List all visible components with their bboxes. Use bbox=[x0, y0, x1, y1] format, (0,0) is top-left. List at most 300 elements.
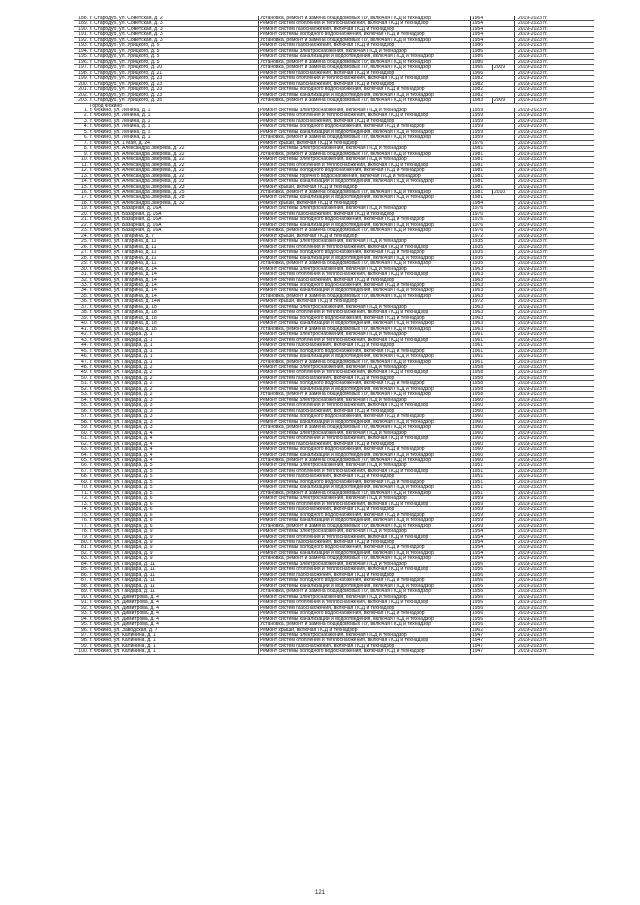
row-number: 26. bbox=[81, 244, 88, 250]
row-number: 59. bbox=[81, 425, 88, 430]
work-type-cell: Установка, ремонт и замена общедомовых ПУ, включая ПСД и технадзор bbox=[258, 589, 470, 593]
year-built-cell: 1951 bbox=[470, 480, 492, 484]
row-number: 33. bbox=[81, 282, 88, 288]
year-built-cell: 1976 bbox=[470, 212, 492, 216]
period-cell: 2019-2023 гг. bbox=[514, 327, 578, 331]
row-number: 2. bbox=[83, 113, 88, 118]
period-cell: 2019-2023 гг. bbox=[514, 278, 578, 282]
year-built-cell: 1959 bbox=[470, 124, 492, 128]
work-type-cell: Ремонт системы холодного водоснабжения, включая ПСД и технадзор bbox=[258, 217, 470, 221]
work-type-cell: Ремонт системы электроснабжения, включая ПСД и технадзор bbox=[258, 305, 470, 309]
period-cell: 2019-2023 гг. bbox=[514, 163, 578, 167]
period-cell: 2019-2023 гг. bbox=[514, 556, 578, 560]
year-built-cell: 1960 bbox=[470, 403, 492, 407]
address-cell: г. Фокино, ул. Гайдара, д. 9 bbox=[90, 545, 153, 550]
work-type-cell: Ремонт системы холодного водоснабжения, включая ПСД и технадзор bbox=[258, 32, 470, 36]
row-number: 10. bbox=[81, 157, 88, 162]
period-cell: 2019-2023 гг. bbox=[514, 234, 578, 238]
row-number: 36. bbox=[81, 299, 88, 304]
address-cell: г. Фокино, ул. Гайдара, д. 6 bbox=[90, 523, 153, 529]
work-type-cell: Ремонт системы электроснабжения, включая ПСД и технадзор bbox=[258, 463, 470, 467]
row-number: 1. bbox=[83, 107, 88, 113]
year-built-cell: 1958 bbox=[470, 376, 492, 380]
work-type-cell: Установка, ремонт и замена общедомовых ПУ, включая ПСД и технадзор bbox=[258, 261, 470, 265]
year-built-cell: 1947 bbox=[470, 638, 492, 642]
row-number: 66. bbox=[81, 463, 88, 468]
period-cell: 2019-2023 гг. bbox=[514, 633, 578, 637]
address-cell: г. Фокино, ул. Гайдара, д. 1 bbox=[90, 354, 153, 359]
work-type-cell: Ремонт систем отопления и теплоснабжения, включая ПСД и технадзор bbox=[258, 600, 470, 604]
row-number: 34. bbox=[81, 288, 88, 293]
row-number: 55. bbox=[81, 403, 88, 408]
year-built-cell: 1966 bbox=[470, 71, 492, 75]
address-cell: г. Фокино, ул. Гайдара, д. 1 bbox=[90, 359, 153, 365]
address-cell: г. Фокино, ул. Димитрова, д. 4 bbox=[90, 600, 159, 605]
work-type-cell: Ремонт системы канализации и водоотведения, включая ПСД и технадзор bbox=[258, 551, 470, 555]
address-cell: г. Фокино, ул. Гайдара, д. 3 bbox=[90, 414, 153, 419]
period-cell: 2019-2023 гг. bbox=[514, 381, 578, 385]
row-number: 197. bbox=[78, 65, 88, 70]
row-number: 203. bbox=[78, 98, 88, 103]
work-type-cell: Ремонт крыши, включая ПСД и технадзор bbox=[258, 141, 470, 145]
period-cell: 2019-2023 гг. bbox=[514, 65, 578, 69]
work-type-cell: Ремонт систем отопления и теплоснабжения, включая ПСД и технадзор bbox=[258, 310, 470, 314]
period-cell: 2019-2023 гг. bbox=[514, 480, 578, 484]
address-cell: г. Фокино, ул. Гайдара, д. 9 bbox=[90, 534, 153, 540]
work-type-cell: Ремонт системы электроснабжения, включая ПСД и технадзор bbox=[258, 496, 470, 500]
address-cell: г. Фокино, ул. Гагарина, д. 11 bbox=[90, 261, 157, 266]
address-cell: г. Фокино, ул. Александра Зверева, д. 32 bbox=[90, 200, 185, 206]
period-cell: 2019-2023 гг. bbox=[514, 206, 578, 210]
year-built-cell: 1982 bbox=[470, 76, 492, 80]
row-number: 4. bbox=[83, 124, 88, 129]
year-built-cell: 1960 bbox=[470, 398, 492, 402]
address-cell: г. Фокино, ул. Димитрова, д. 4 bbox=[90, 616, 159, 622]
work-type-cell: Установка, ремонт и замена общедомовых ПУ, включая ПСД и технадзор bbox=[258, 360, 470, 364]
year-built-cell: 1935 bbox=[470, 245, 492, 249]
row-number: 85. bbox=[81, 567, 88, 572]
period-cell: 2019-2023 гг. bbox=[514, 360, 578, 364]
address-cell: г. Фокино, ул. Калинина, д. 1 bbox=[90, 632, 156, 638]
period-cell: 2019-2023 гг. bbox=[514, 185, 578, 189]
address-cell: г. Фокино, ул. Гагарина, д. 18 bbox=[90, 321, 157, 326]
work-type-cell: Ремонт системы электроснабжения, включая ПСД и технадзор bbox=[258, 365, 470, 369]
year-built-cell: 1981 bbox=[470, 179, 492, 183]
row-number: 5. bbox=[83, 129, 88, 135]
year-built-cell: 1956 bbox=[470, 573, 492, 577]
period-cell: 2019-2023 гг. bbox=[514, 294, 578, 298]
year-built-cell: 1976 bbox=[470, 228, 492, 232]
address-cell: г. Стародуб, ул. Советская, д. 3 bbox=[90, 21, 163, 26]
period-cell: 2019-2023 гг. bbox=[514, 32, 578, 36]
period-cell: 2019-2023 гг. bbox=[514, 414, 578, 418]
work-type-cell: Ремонт системы холодного водоснабжения, включая ПСД и технадзор bbox=[258, 513, 470, 517]
address-cell: г. Стародуб, ул. Советская, д. 3 bbox=[90, 26, 163, 32]
address-cell: г. Фокино, ул. Димитрова, д. 4 bbox=[90, 622, 159, 627]
period-cell: 2019-2023 гг. bbox=[514, 76, 578, 80]
period-cell: 2019-2023 гг. bbox=[514, 628, 578, 632]
address-cell: г. Фокино, ул. Гагарина, д. 11 bbox=[90, 255, 157, 261]
address-cell: г. Фокино, ул. Базарная, д. 16А bbox=[90, 222, 162, 228]
row-number: 76. bbox=[81, 518, 88, 523]
address-cell: г. Фокино, ул. Александра Зверева, д. 22 bbox=[90, 151, 185, 157]
address-cell: г. Фокино, ул. Гайдара, д. 5 bbox=[90, 479, 153, 485]
period-cell: 2019-2023 гг. bbox=[514, 370, 578, 374]
address-cell: г. Стародуб, ул. Советская, д. 3 bbox=[90, 32, 163, 37]
period-cell: 2019-2023 гг. bbox=[514, 267, 578, 271]
row-number: 39. bbox=[81, 315, 88, 321]
year-built-cell: 1963 bbox=[470, 267, 492, 271]
work-type-cell: Установка, ремонт и замена общедомовых ПУ, включая ПСД и технадзор bbox=[258, 98, 470, 102]
year-built-cell: 1961 bbox=[470, 360, 492, 364]
address-cell: г. Фокино, ул. Гагарина, д. 14 bbox=[90, 277, 157, 282]
year-built-cell: 1976 bbox=[470, 141, 492, 145]
year-built-cell: 1961 bbox=[470, 354, 492, 358]
address-cell: г. Стародуб, ул. Урицкого, д. 35 bbox=[90, 98, 163, 103]
work-type-cell: Ремонт системы холодного водоснабжения, включая ПСД и технадзор bbox=[258, 611, 470, 615]
period-cell: 2019-2023 гг. bbox=[514, 82, 578, 86]
period-cell: 2019-2023 гг. bbox=[514, 93, 578, 97]
work-type-cell: Ремонт крыши, включая ПСД и технадзор bbox=[258, 201, 470, 205]
year-built-cell: 1959 bbox=[470, 518, 492, 522]
row-number: 60. bbox=[81, 430, 88, 436]
work-type-cell: Ремонт системы канализации и водоотведения, включая ПСД и технадзор bbox=[258, 518, 470, 522]
work-type-cell: Ремонт систем газоснабжения, включая ПСД и технадзор bbox=[258, 27, 470, 31]
work-type-cell: Ремонт системы канализации и водоотведения, включая ПСД и технадзор bbox=[258, 420, 470, 424]
year-built-cell: 1951 bbox=[470, 491, 492, 495]
period-cell: 2019-2023 гг. bbox=[514, 338, 578, 342]
period-cell: 2019-2023 гг. bbox=[514, 535, 578, 539]
year-built-cell: 1954 bbox=[470, 545, 492, 549]
period-cell: 2019-2023 гг. bbox=[514, 256, 578, 260]
address-cell: г. Фокино, ул. Гагарина, д. 14 bbox=[90, 272, 157, 277]
work-type-cell: Ремонт системы канализации и водоотведения, включая ПСД и технадзор bbox=[258, 93, 470, 97]
row-number: 79. bbox=[81, 534, 88, 540]
address-cell: г. Стародуб, ул. Урицкого, д. 5 bbox=[90, 54, 160, 59]
year-built-cell: 1958 bbox=[470, 370, 492, 374]
work-type-cell: Ремонт системы холодного водоснабжения, включая ПСД и технадзор bbox=[258, 349, 470, 353]
year-built-cell: 1963 bbox=[470, 288, 492, 292]
period-cell: 2019-2023 гг. bbox=[514, 321, 578, 325]
row-number: 6. bbox=[83, 135, 88, 140]
address-cell: г. Фокино, ул. Гайдара, д. 2 bbox=[90, 386, 153, 392]
period-cell: 2019-2023 гг. bbox=[514, 152, 578, 156]
work-type-cell: Ремонт системы холодного водоснабжения, включая ПСД и технадзор bbox=[258, 447, 470, 451]
work-type-cell: Установка, ремонт и замена общедомовых ПУ, включая ПСД и технадзор bbox=[258, 228, 470, 232]
period-cell: 2019-2023 гг. bbox=[514, 49, 578, 53]
address-cell: г. Фокино, ул. Александра Зверева, д. 22 bbox=[90, 162, 185, 168]
period-cell: 2019-2023 гг. bbox=[514, 261, 578, 265]
period-cell: 2019-2023 гг. bbox=[514, 195, 578, 199]
period-cell: 2019-2023 гг. bbox=[514, 496, 578, 500]
period-cell: 2019-2023 гг. bbox=[514, 71, 578, 75]
work-type-cell: Ремонт системы канализации и водоотведения, включая ПСД и технадзор bbox=[258, 453, 470, 457]
work-type-cell: Ремонт систем отопления и теплоснабжения, включая ПСД и технадзор bbox=[258, 338, 470, 342]
year-built-cell: 1986 bbox=[470, 43, 492, 47]
period-cell: 2019-2023 гг. bbox=[514, 349, 578, 353]
period-cell: 2019-2023 гг. bbox=[514, 584, 578, 588]
work-type-cell: Ремонт системы горячего водоснабжения, включая ПСД и технадзор bbox=[258, 174, 470, 178]
period-cell: 2019-2023 гг. bbox=[514, 141, 578, 145]
period-cell: 2019-2023 гг. bbox=[514, 463, 578, 467]
year-built-cell: 1961 bbox=[470, 332, 492, 336]
address-cell: г. Фокино, ул. Гагарина, д. 14 bbox=[90, 293, 157, 299]
work-type-cell: Ремонт системы электроснабжения, включая ПСД и технадзор bbox=[258, 595, 470, 599]
period-cell: 2019-2023 гг. bbox=[514, 27, 578, 31]
row-number: 27. bbox=[81, 250, 88, 255]
year-built-cell: 1951 bbox=[470, 474, 492, 478]
address-cell: г. Фокино, ул. Гагарина, д. 18 bbox=[90, 310, 157, 315]
address-cell: г. Фокино, ул. Димитрова, д. 4 bbox=[90, 611, 159, 616]
period-cell: 2019-2023 гг. bbox=[514, 453, 578, 457]
year-built-cell: 1956 bbox=[470, 584, 492, 588]
period-cell: 2019-2023 гг. bbox=[514, 376, 578, 380]
period-cell: 2019-2023 гг. bbox=[514, 157, 578, 161]
row-number: 193. bbox=[78, 43, 88, 48]
address-cell: г. Стародуб, ул. Советская, д. 3 bbox=[90, 37, 163, 43]
period-cell: 2019-2023 гг. bbox=[514, 146, 578, 150]
address-cell: г. Фокино, ул. Гайдара, д. 2 bbox=[90, 381, 153, 386]
row-number: 69. bbox=[81, 479, 88, 485]
address-cell: г. Фокино, ул. Калинина, д. 1 bbox=[90, 643, 156, 649]
work-type-cell: Ремонт системы канализации и водоотведения, включая ПСД и технадзор bbox=[258, 321, 470, 325]
row-number: 71. bbox=[81, 490, 88, 496]
year-built-cell: 1961 bbox=[470, 343, 492, 347]
address-cell: г. Фокино, ул. Гайдара, д. 3 bbox=[90, 419, 153, 425]
row-number: 24. bbox=[81, 233, 88, 239]
year-built-cell: 1956 bbox=[470, 611, 492, 615]
address-cell: г. Фокино, ул. 1 Мая, д. 24 bbox=[90, 140, 150, 146]
work-type-cell: Ремонт систем газоснабжения, включая ПСД и технадзор bbox=[258, 507, 470, 511]
row-number: 57. bbox=[81, 414, 88, 419]
year-built-cell: 1935 bbox=[470, 261, 492, 265]
row-number: 22. bbox=[81, 222, 88, 228]
row-number: 3. bbox=[83, 118, 88, 124]
row-number: 44. bbox=[81, 343, 88, 348]
work-type-cell: Ремонт систем отопления и теплоснабжения, включая ПСД и технадзор bbox=[258, 21, 470, 25]
work-type-cell: Ремонт систем отопления и теплоснабжения, включая ПСД и технадзор bbox=[258, 403, 470, 407]
address-cell: г. Фокино, ул. Гайдара, д. 11 bbox=[90, 567, 155, 572]
work-type-cell: Ремонт систем газоснабжения, включая ПСД и технадзор bbox=[258, 573, 470, 577]
work-type-cell: Ремонт системы холодного водоснабжения, включая ПСД и технадзор bbox=[258, 480, 470, 484]
period-cell: 2019-2023 гг. bbox=[514, 212, 578, 216]
work-type-cell: Установка, ремонт и замена общедомовых ПУ, включая ПСД и технадзор bbox=[258, 152, 470, 156]
row-number: 88. bbox=[81, 583, 88, 589]
row-number: 25. bbox=[81, 239, 88, 244]
year-built-cell: 1981 bbox=[470, 152, 492, 156]
year-built-cell: 1972 bbox=[470, 299, 492, 303]
work-type-cell: Установка, ремонт и замена общедомовых ПУ, включая ПСД и технадзор bbox=[258, 327, 470, 331]
row-number: 74. bbox=[81, 507, 88, 512]
period-cell: 2019-2023 гг. bbox=[514, 567, 578, 571]
address-cell: г. Фокино, ул. Александра Зверева, д. 22 bbox=[90, 168, 185, 173]
year-built-cell: 1960 bbox=[470, 453, 492, 457]
year-built-cell: 1963 bbox=[470, 283, 492, 287]
address-cell: г. Фокино, ул. Базарная, д. 16А bbox=[90, 228, 162, 233]
year-built-cell: 1956 bbox=[470, 595, 492, 599]
work-type-cell: Ремонт системы холодного водоснабжения, включая ПСД и технадзор bbox=[258, 649, 470, 653]
address-cell: г. Фокино, ул. Гайдара, д. 4 bbox=[90, 457, 153, 463]
work-type-cell: Ремонт системы канализации и водоотведения, включая ПСД и технадзор bbox=[258, 354, 470, 358]
period-cell: 2019-2023 гг. bbox=[514, 403, 578, 407]
row-number: 49. bbox=[81, 370, 88, 375]
period-cell: 2019-2023 гг. bbox=[514, 469, 578, 473]
row-number: 17. bbox=[81, 195, 88, 200]
address-cell: г. Фокино, ул. Гайдара, д. 11 bbox=[90, 561, 155, 567]
work-type-cell: Ремонт системы электроснабжения, включая ПСД и технадзор bbox=[258, 267, 470, 271]
address-cell: г. Фокино, ул. Ленина, д. 1 bbox=[90, 118, 151, 124]
row-number: 21. bbox=[81, 217, 88, 222]
address-cell: г. Фокино, ул. Александра Зверева, д. 22 bbox=[90, 157, 185, 162]
year-built-cell: 1947 bbox=[470, 644, 492, 648]
year-built-cell: 1959 bbox=[470, 108, 492, 112]
address-cell: г. Фокино, ул. Базарная, д. 16А bbox=[90, 211, 162, 217]
period-cell: 2019-2023 гг. bbox=[514, 392, 578, 396]
period-cell: 2019-2023 гг. bbox=[514, 108, 578, 112]
year-built-cell: 1981 bbox=[470, 146, 492, 150]
row-number: 93. bbox=[81, 611, 88, 616]
work-type-cell: Ремонт системы канализации и водоотведения, включая ПСД и технадзор bbox=[258, 195, 470, 199]
work-type-cell: Ремонт системы канализации и водоотведения, включая ПСД и технадзор bbox=[258, 485, 470, 489]
row-number: 53. bbox=[81, 392, 88, 397]
year-built-cell: 1983 bbox=[470, 98, 492, 102]
period-cell: 2019-2023 гг. bbox=[514, 540, 578, 544]
period-cell: 2019-2023 гг. bbox=[514, 21, 578, 25]
year-built-cell: 1951 bbox=[470, 485, 492, 489]
address-cell: г. Стародуб, ул. Советская, д. 2 bbox=[90, 16, 163, 21]
year-built-cell: 1960 bbox=[470, 436, 492, 440]
year-built-cell: 1963 bbox=[470, 278, 492, 282]
work-type-cell: Ремонт системы электроснабжения, включая ПСД и технадзор bbox=[258, 49, 470, 53]
work-type-cell: Ремонт систем газоснабжения, включая ПСД и технадзор bbox=[258, 82, 470, 86]
period-cell: 2019-2023 гг. bbox=[514, 272, 578, 276]
row-number: 83. bbox=[81, 556, 88, 561]
row-number: 191. bbox=[78, 32, 88, 37]
year-built-cell: 1961 bbox=[470, 338, 492, 342]
address-cell: г. Стародуб, ул. Урицкого, д. 23 bbox=[90, 87, 163, 92]
row-number: 90. bbox=[81, 594, 88, 600]
address-cell: г. Стародуб, ул. Урицкого, д. 5 bbox=[90, 43, 160, 48]
work-type-cell: Ремонт систем газоснабжения, включая ПСД и технадзор bbox=[258, 644, 470, 648]
period-cell: 2019-2023 гг. bbox=[514, 649, 578, 653]
period-cell: 2019-2023 гг. bbox=[514, 485, 578, 489]
work-type-cell: Ремонт системы холодного водоснабжения, включая ПСД и технадзор bbox=[258, 578, 470, 582]
period-cell: 2019-2023 гг. bbox=[514, 332, 578, 336]
period-cell: 2019-2023 гг. bbox=[514, 513, 578, 517]
year-built-cell: 1982 bbox=[470, 87, 492, 91]
work-type-cell: Ремонт систем отопления и теплоснабжения, включая ПСД и технадзор bbox=[258, 370, 470, 374]
row-number: 99. bbox=[81, 643, 88, 649]
work-type-cell: Установка, ремонт и замена общедомовых ПУ, включая ПСД и технадзор bbox=[258, 65, 470, 69]
row-number: 41. bbox=[81, 326, 88, 332]
work-type-cell: Установка, ремонт и замена общедомовых ПУ, включая ПСД и технадзор bbox=[258, 458, 470, 462]
row-number: 18. bbox=[81, 200, 88, 206]
row-number: 54. bbox=[81, 397, 88, 403]
row-number: 46. bbox=[81, 354, 88, 359]
work-type-cell: Ремонт систем отопления и теплоснабжения, включая ПСД и технадзор bbox=[258, 436, 470, 440]
address-cell: г. Фокино, ул. Александра Зверева, д. 22 bbox=[90, 173, 185, 179]
address-cell: г. Фокино, ул. Гагарина, д. 7 bbox=[90, 233, 155, 239]
row-number: 45. bbox=[81, 348, 88, 354]
work-type-cell: Ремонт системы электроснабжения, включая ПСД и технадзор bbox=[258, 332, 470, 336]
row-number: 63. bbox=[81, 447, 88, 452]
work-type-cell: Ремонт систем газоснабжения, включая ПСД и технадзор bbox=[258, 442, 470, 446]
address-cell: г. Фокино, ул. Гайдара, д. 2 bbox=[90, 392, 153, 397]
period-cell: 2019-2023 гг. bbox=[514, 518, 578, 522]
year-built-cell: 1972 bbox=[470, 234, 492, 238]
address-cell: г. Фокино, ул. Гайдара, д. 5 bbox=[90, 468, 153, 474]
work-type-cell: Ремонт системы холодного водоснабжения, включая ПСД и технадзор bbox=[258, 283, 470, 287]
work-type-cell: Ремонт системы канализации и водоотведения, включая ПСД и технадзор bbox=[258, 288, 470, 292]
address-cell: г. Фокино, ул. Гайдара, д. 1 bbox=[90, 332, 153, 337]
row-number: 82. bbox=[81, 550, 88, 556]
row-number: 190. bbox=[78, 26, 88, 32]
year-built-cell: 1963 bbox=[470, 316, 492, 320]
address-cell: г. Фокино, ул. Заводская, д. 7 bbox=[90, 627, 158, 632]
period-cell: 2019-2023 гг. bbox=[514, 113, 578, 117]
row-number: 77. bbox=[81, 523, 88, 529]
period-cell: 2019-2023 гг. bbox=[514, 573, 578, 577]
row-number: 199. bbox=[78, 76, 88, 81]
work-type-cell: Ремонт крыши, включая ПСД и технадзор bbox=[258, 299, 470, 303]
row-number: 7. bbox=[83, 140, 88, 146]
address-cell: г. Фокино, ул. Гайдара, д. 1 bbox=[90, 343, 153, 348]
row-number: 38. bbox=[81, 310, 88, 315]
row-number: 198. bbox=[78, 70, 88, 76]
period-cell: 2019-2023 гг. bbox=[514, 398, 578, 402]
period-cell: 2019-2023 гг. bbox=[514, 617, 578, 621]
year-built-cell: 1956 bbox=[470, 589, 492, 593]
work-type-cell: Ремонт систем газоснабжения, включая ПСД и технадзор bbox=[258, 71, 470, 75]
year-built-cell: 1963 bbox=[470, 321, 492, 325]
address-cell: г. Фокино, ул. Гайдара, д. 3 bbox=[90, 425, 153, 430]
row-number: 94. bbox=[81, 616, 88, 622]
year-last-repair-cell: 2010 bbox=[492, 190, 514, 194]
work-type-cell: Установка, ремонт и замена общедомовых ПУ, включая ПСД и технадзор bbox=[258, 425, 470, 429]
address-cell: г. Фокино, ул. Гайдара, д. 1 bbox=[90, 348, 153, 354]
period-cell: 2019-2023 гг. bbox=[514, 606, 578, 610]
period-cell: 2019-2023 гг. bbox=[514, 316, 578, 320]
year-built-cell: 1947 bbox=[470, 633, 492, 637]
address-cell: г. Фокино, ул. Гагарина, д. 14 bbox=[90, 282, 157, 288]
row-number: 96. bbox=[81, 627, 88, 632]
year-built-cell: 1956 bbox=[470, 562, 492, 566]
row-number: 188. bbox=[78, 16, 88, 21]
period-cell: 2019-2023 гг. bbox=[514, 431, 578, 435]
row-number: 78. bbox=[81, 529, 88, 534]
work-type-cell: Ремонт системы канализации и водоотведения, включая ПСД и технадзор bbox=[258, 387, 470, 391]
period-cell: 2019-2023 гг. bbox=[514, 611, 578, 615]
work-type-cell: Ремонт крыши, включая ПСД и технадзор bbox=[258, 628, 470, 632]
period-cell: 2019-2023 гг. bbox=[514, 622, 578, 626]
period-cell: 2019-2023 гг. bbox=[514, 343, 578, 347]
work-type-cell: Установка, ремонт и замена общедомовых ПУ, включая ПСД и технадзор bbox=[258, 190, 470, 194]
period-cell: 2019-2023 гг. bbox=[514, 223, 578, 227]
year-built-cell: 1960 bbox=[470, 425, 492, 429]
year-built-cell: 1981 bbox=[470, 185, 492, 189]
year-built-cell: 1961 bbox=[470, 349, 492, 353]
row-number: 81. bbox=[81, 545, 88, 550]
work-type-cell: Ремонт системы холодного водоснабжения, включая ПСД и технадзор bbox=[258, 124, 470, 128]
row-number: 51. bbox=[81, 381, 88, 386]
row-number: 70. bbox=[81, 485, 88, 490]
address-cell: г. Фокино, ул. Калинина, д. 1 bbox=[90, 649, 156, 654]
work-type-cell: Ремонт системы холодного водоснабжения, включая ПСД и технадзор bbox=[258, 414, 470, 418]
row-number: 40. bbox=[81, 321, 88, 326]
work-type-cell: Ремонт системы холодного водоснабжения, включая ПСД и технадзор bbox=[258, 87, 470, 91]
period-cell: 2019-2023 гг. bbox=[514, 43, 578, 47]
row-number: 48. bbox=[81, 365, 88, 370]
